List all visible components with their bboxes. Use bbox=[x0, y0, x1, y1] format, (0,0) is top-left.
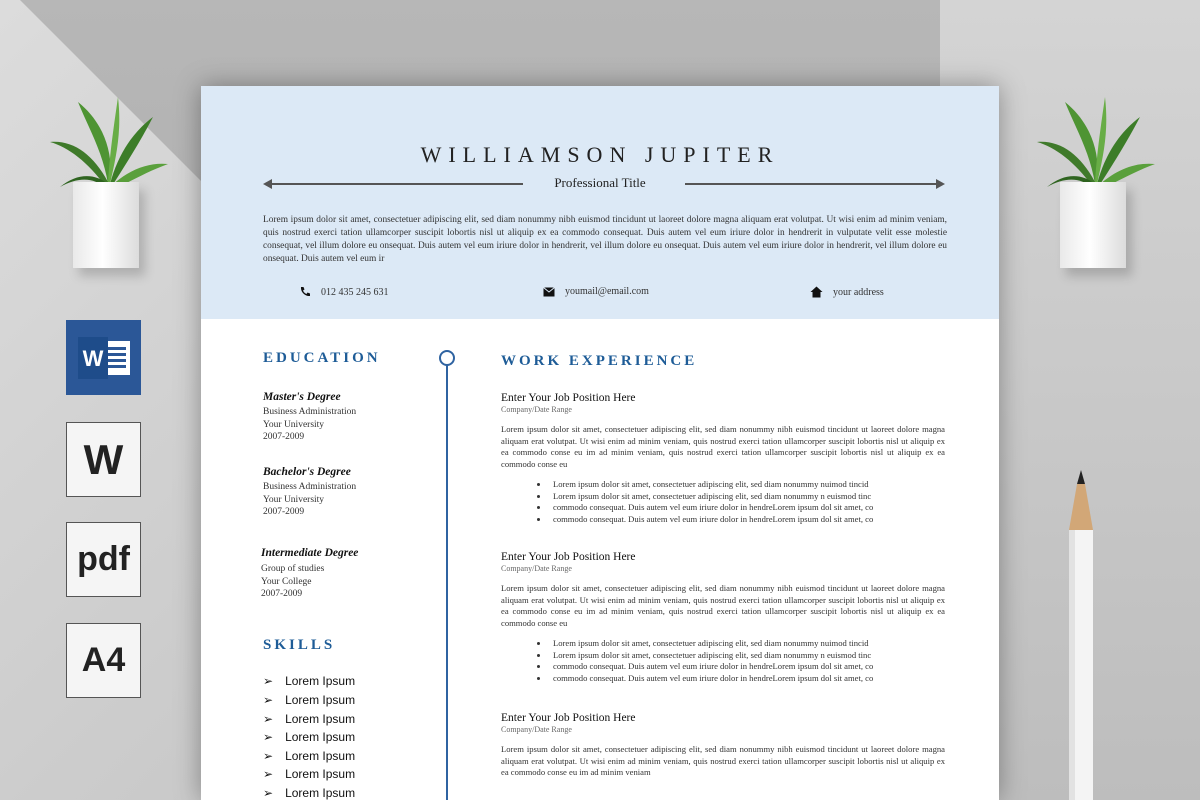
job-bullet: • Lorem ipsum dolor sit amet, consectetuer adipiscing elit, sed diam nonummy nuimod tincid bbox=[549, 638, 945, 650]
degree-title: Master's Degree bbox=[263, 391, 341, 403]
skill-item bbox=[263, 730, 355, 744]
job-entry bbox=[501, 392, 945, 525]
degree-field: Business Administration bbox=[263, 482, 357, 492]
phone-text: 012 435 245 631 bbox=[321, 286, 389, 298]
degree-details bbox=[263, 481, 356, 519]
job-subtitle: Company/Date Range bbox=[501, 564, 572, 573]
skill-item bbox=[263, 693, 355, 707]
arrow-bullet-icon: ➢ bbox=[263, 693, 274, 707]
degree-title: Intermediate Degree bbox=[261, 547, 359, 559]
degree-years: 2007-2009 bbox=[261, 589, 303, 599]
skill-label: Lorem Ipsum bbox=[285, 674, 356, 688]
skill-item bbox=[263, 712, 355, 726]
degree-school: Your University bbox=[263, 419, 325, 430]
resume-header bbox=[201, 86, 999, 319]
skill-label: Lorem Ipsum bbox=[285, 693, 356, 707]
skill-label: Lorem Ipsum bbox=[285, 767, 356, 781]
job-bullets bbox=[501, 479, 945, 525]
job-bullet: • commodo consequat. Duis autem vel eum iriure dolor in hendreLorem ipsum dol sit amet, co bbox=[549, 661, 945, 673]
svg-text:W: W bbox=[82, 345, 103, 371]
degree-details bbox=[261, 563, 324, 601]
left-plant bbox=[48, 92, 168, 267]
job-bullet: • commodo consequat. Duis autem vel eum iriure dolor in hendreLorem ipsum dol sit amet, co bbox=[549, 673, 945, 685]
email-text: youmail@email.com bbox=[565, 286, 649, 297]
timeline-line bbox=[446, 358, 448, 800]
skill-item bbox=[263, 786, 355, 800]
education-heading: EDUCATION bbox=[263, 350, 381, 366]
job-bullets bbox=[501, 638, 945, 684]
job-bullet: • Lorem ipsum dolor sit amet, consectetuer adipiscing elit, sed diam nonummy n euismod tinc bbox=[549, 491, 945, 503]
pdf-format-badge bbox=[66, 522, 141, 597]
resume-name: WILLIAMSON JUPITER bbox=[420, 142, 780, 167]
timeline-dot bbox=[439, 350, 455, 366]
skills-heading: SKILLS bbox=[263, 637, 336, 653]
email-icon bbox=[543, 287, 555, 297]
skill-label: Lorem Ipsum bbox=[285, 786, 356, 800]
right-plant bbox=[1035, 92, 1155, 267]
job-bullet: • commodo consequat. Duis autem vel eum iriure dolor in hendreLorem ipsum dol sit amet, co bbox=[549, 502, 945, 514]
arrow-bullet-icon: ➢ bbox=[263, 674, 274, 688]
arrow-bullet-icon: ➢ bbox=[263, 749, 274, 763]
job-bullet: • Lorem ipsum dolor sit amet, consectetuer adipiscing elit, sed diam nonummy nuimod tincid bbox=[549, 479, 945, 491]
plant-pot bbox=[1060, 182, 1126, 268]
contact-address bbox=[810, 286, 884, 298]
degree-title: Bachelor's Degree bbox=[263, 466, 351, 478]
resume-page bbox=[201, 86, 999, 800]
home-icon bbox=[810, 286, 823, 298]
a4-format-badge bbox=[66, 623, 141, 698]
job-subtitle: Company/Date Range bbox=[501, 405, 572, 414]
skill-label: Lorem Ipsum bbox=[285, 712, 356, 726]
professional-title: Professional Title bbox=[554, 175, 646, 190]
phone-icon bbox=[299, 286, 311, 298]
skill-item bbox=[263, 767, 355, 781]
job-title: Enter Your Job Position Here bbox=[501, 551, 636, 563]
degree-school: Your University bbox=[263, 494, 325, 505]
contact-email bbox=[543, 286, 649, 297]
job-bullet: • Lorem ipsum dolor sit amet, consectetuer adipiscing elit, sed diam nonummy n euismod tinc bbox=[549, 650, 945, 662]
job-subtitle: Company/Date Range bbox=[501, 725, 572, 734]
job-entry bbox=[501, 712, 945, 779]
arrow-bullet-icon: ➢ bbox=[263, 786, 274, 800]
degree-years: 2007-2009 bbox=[263, 432, 305, 442]
degree-years: 2007-2009 bbox=[263, 507, 305, 517]
a4-format-label: A4 bbox=[81, 641, 126, 679]
job-description: Lorem ipsum dolor sit amet, consectetuer adipiscing elit, sed diam nonummy nibh euismod tincidunt ut laoreet dolore magna aliquam erat volutpat. Ut wisi enim ad minim veniam, quis nostrud exerci tation ullamcorper suscipit lobortis nisl ut aliquip ex ea commodo conse eu im ad minim veniam, quis nostrud exerci tation ullamcorper suscipit lobortis nisl ut aliquip ex ea commodo conse eu bbox=[501, 583, 945, 628]
job-entry bbox=[501, 551, 945, 684]
title-arrow-left bbox=[271, 183, 523, 185]
w-format-badge bbox=[66, 422, 141, 497]
pdf-format-label: pdf bbox=[77, 540, 130, 578]
job-description: Lorem ipsum dolor sit amet, consectetuer adipiscing elit, sed diam nonummy nibh euismod tincidunt ut laoreet dolore magna aliquam erat volutpat. Ut wisi enim ad minim veniam, quis nostrud exerci tation ullamcorper suscipit lobortis nisl ut aliquip ex ea commodo conse eu im ad minim veniam bbox=[501, 744, 945, 777]
arrow-bullet-icon: ➢ bbox=[263, 712, 274, 726]
w-format-label: W bbox=[83, 435, 124, 483]
work-experience-heading: WORK EXPERIENCE bbox=[501, 353, 698, 369]
degree-school: Your College bbox=[261, 576, 312, 587]
arrow-bullet-icon: ➢ bbox=[263, 767, 274, 781]
job-description: Lorem ipsum dolor sit amet, consectetuer adipiscing elit, sed diam nonummy nibh euismod tincidunt ut laoreet dolore magna aliquam erat volutpat. Ut wisi enim ad minim veniam, quis nostrud exerci tation ullamcorper suscipit lobortis nisl ut aliquip ex ea commodo conse eu im ad minim veniam, quis nostrud exerci tation ullamcorper suscipit lobortis nisl ut aliquip ex ea commodo conse eu bbox=[501, 424, 945, 469]
word-icon bbox=[66, 320, 141, 395]
job-title: Enter Your Job Position Here bbox=[501, 392, 636, 404]
summary-text: Lorem ipsum dolor sit amet, consectetuer adipiscing elit, sed diam nonummy nibh euismod tincidunt ut laoreet dolore magna aliquam erat volutpat. Ut wisi enim ad minim veniam, quis nostrud exerci tation ullamcorper suscipit lobortis nisl ut aliquip ex ea commodo consequat. Duis autem vel eum iriure dolor in hendrerit in vulputate velit esse molestie consequat, vel illum dolore eu onsequat. Duis autem vel eum iriure dolor in hendrerit, vel illum dolore eu onsequat. Duis autem vel eum iriure dolor in hendrerit, vel illum dolore eu onsequat. Duis autem vel eum ir bbox=[263, 215, 947, 264]
plant-pot bbox=[73, 182, 139, 268]
degree-field: Business Administration bbox=[263, 407, 357, 417]
degree-details bbox=[263, 406, 356, 444]
skill-item bbox=[263, 674, 355, 688]
arrow-bullet-icon: ➢ bbox=[263, 730, 274, 744]
address-text: your address bbox=[833, 286, 884, 298]
skill-label: Lorem Ipsum bbox=[285, 730, 356, 744]
pencil-icon bbox=[1066, 470, 1096, 800]
job-bullet: • commodo consequat. Duis autem vel eum iriure dolor in hendreLorem ipsum dol sit amet, co bbox=[549, 514, 945, 526]
word-logo-icon bbox=[74, 333, 134, 383]
skill-label: Lorem Ipsum bbox=[285, 749, 356, 763]
job-title: Enter Your Job Position Here bbox=[501, 712, 636, 724]
degree-field: Group of studies bbox=[261, 564, 325, 574]
skill-item bbox=[263, 749, 355, 763]
title-arrow-right bbox=[685, 183, 937, 185]
contact-phone bbox=[299, 286, 389, 298]
